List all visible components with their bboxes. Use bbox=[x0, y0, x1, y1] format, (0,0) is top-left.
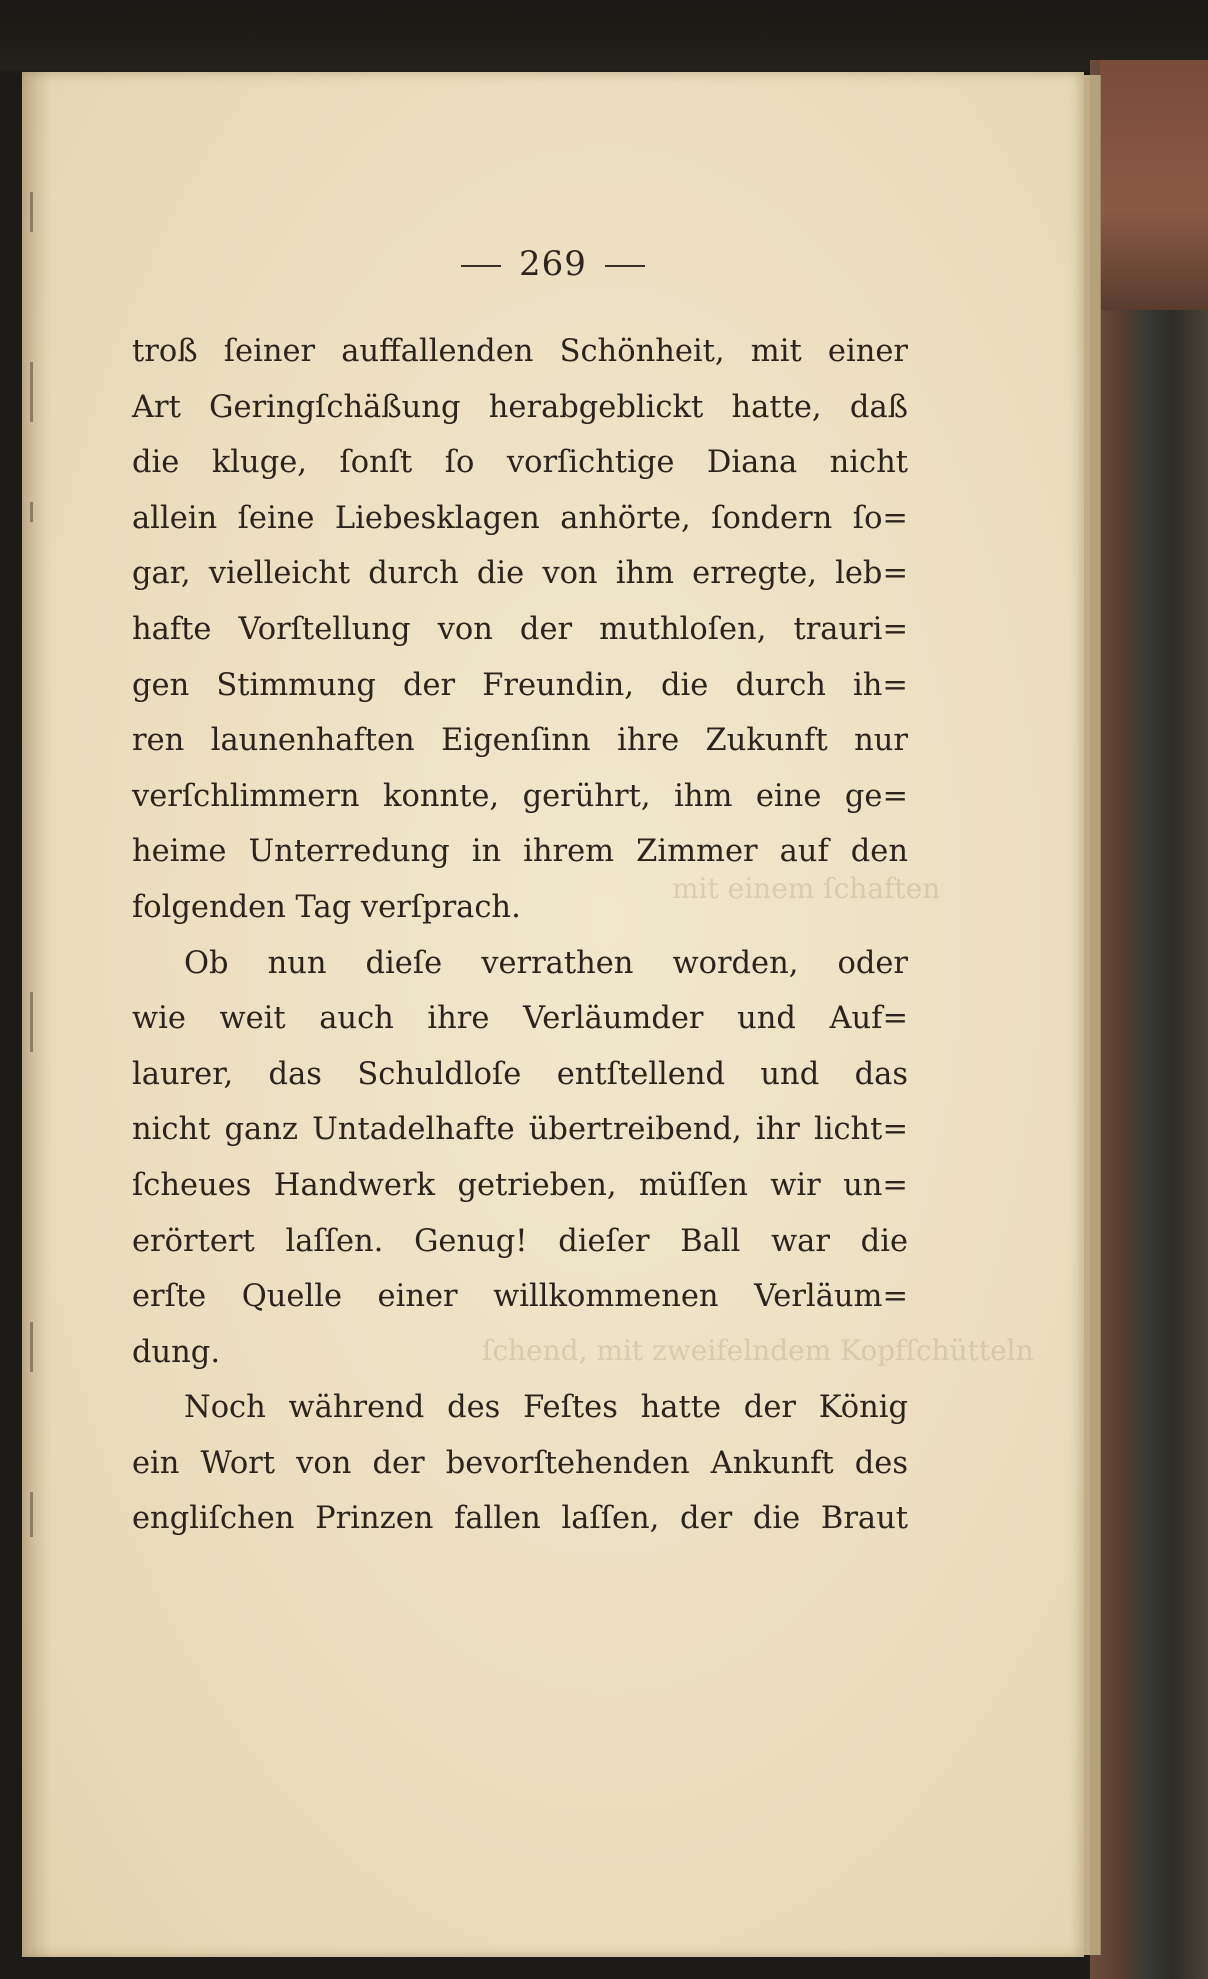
paragraph bbox=[132, 1380, 908, 1547]
text-line: gen Stimmung der Freundin, die durch ih= bbox=[132, 667, 908, 703]
page-gutter-shadow bbox=[22, 72, 52, 1957]
text-line: troß ſeiner auffallenden Schönheit, mit einer bbox=[132, 334, 908, 369]
text-line: laurer, das Schuldloſe entſtellend und das bbox=[132, 1056, 908, 1092]
book-cover-edge bbox=[1090, 60, 1208, 1979]
text-line: Art Geringſchäßung herabgeblickt hatte, daß bbox=[132, 389, 908, 425]
text-line: heime Unterredung in ihrem Zimmer auf den bbox=[132, 834, 908, 870]
text-line: erſte Quelle einer willkommenen Verläum= bbox=[132, 1279, 908, 1315]
text-line: Ob nun dieſe verrathen worden, oder bbox=[184, 945, 908, 981]
page-header bbox=[22, 244, 1084, 284]
text-line: dung. bbox=[132, 1334, 221, 1370]
paragraph bbox=[132, 936, 908, 1381]
text-line: engliſchen Prinzen fallen laſſen, der die Braut bbox=[132, 1501, 908, 1537]
text-line: wie weit auch ihre Verläumder und Auf= bbox=[132, 1001, 908, 1037]
body-text bbox=[132, 324, 908, 1547]
text-line: hafte Vorſtellung von der muthloſen, trauri= bbox=[132, 611, 908, 647]
page-edge bbox=[1090, 75, 1101, 1955]
book-cover-corner bbox=[1100, 60, 1208, 310]
page-number: 269 bbox=[519, 244, 587, 284]
text-line: nicht ganz Untadelhafte übertreibend, ihr licht= bbox=[132, 1112, 908, 1148]
text-line: die kluge, ſonſt ſo vorſichtige Diana nicht bbox=[132, 445, 908, 481]
header-dash-right bbox=[605, 265, 645, 267]
bleed-through-text: mit einem ſchaften bbox=[672, 872, 941, 905]
bleed-through-text: ſchend, mit zweifelndem Kopfſchütteln bbox=[482, 1334, 1034, 1367]
text-line: gar, vielleicht durch die von ihm erregte, leb= bbox=[132, 556, 908, 592]
book-page bbox=[22, 72, 1084, 1957]
scanner-background bbox=[0, 0, 1208, 70]
text-line: ren launenhaften Eigenſinn ihre Zukunft nur bbox=[132, 723, 908, 759]
text-line: ein Wort von der bevorſtehenden Ankunft des bbox=[132, 1445, 908, 1481]
text-line: folgenden Tag verſprach. bbox=[132, 889, 521, 925]
text-line: Noch während des Feſtes hatte der König bbox=[184, 1390, 908, 1426]
text-line: verſchlimmern konnte, gerührt, ihm eine ge= bbox=[132, 778, 908, 814]
header-dash-left bbox=[461, 265, 501, 267]
text-line: erörtert laſſen. Genug! dieſer Ball war die bbox=[132, 1223, 908, 1259]
paragraph bbox=[132, 324, 908, 936]
binding-stitch-marks bbox=[30, 72, 36, 1957]
text-line: ſcheues Handwerk getrieben, müſſen wir un= bbox=[132, 1167, 908, 1203]
text-line: allein ſeine Liebesklagen anhörte, ſondern ſo= bbox=[132, 500, 908, 536]
